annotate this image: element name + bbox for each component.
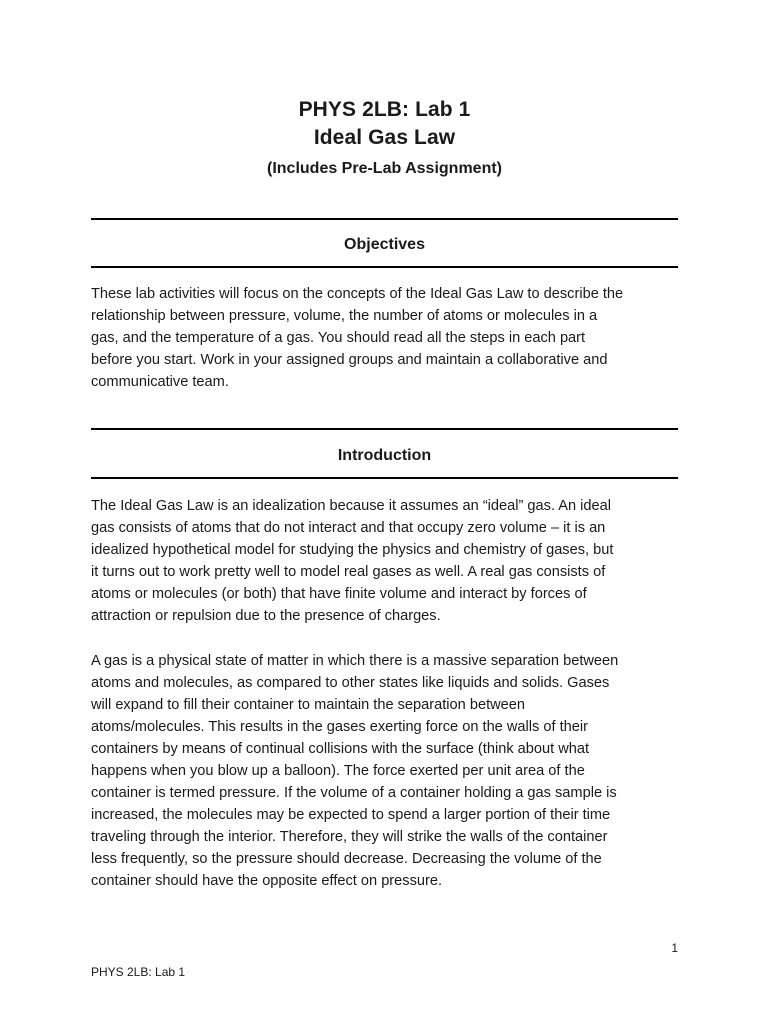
objectives-paragraph [91, 283, 681, 393]
objectives-line: communicative team. [91, 374, 229, 390]
intro-p2-line: atoms/molecules. This results in the gases exerting force on the walls of their [91, 719, 588, 735]
intro-p1-line: The Ideal Gas Law is an idealization because it assumes an “ideal” gas. An ideal [91, 498, 612, 514]
page-footer: PHYS 2LB: Lab 1 [91, 965, 186, 979]
document-subject: Ideal Gas Law [313, 126, 456, 149]
intro-p2-line: containers by means of continual collisions with the surface (think about what [91, 741, 590, 757]
introduction-bottom-rule [91, 477, 678, 479]
intro-p2-line: atoms and molecules, as compared to other states like liquids and solids. Gases [91, 675, 610, 691]
intro-p2-line: will expand to fill their container to maintain the separation between [91, 697, 526, 713]
intro-p1-line: atoms or molecules (or both) that have finite volume and interact by forces of [91, 586, 587, 602]
intro-p2-line: container should have the opposite effect on pressure. [91, 873, 443, 889]
objectives-bottom-rule [91, 266, 678, 268]
title-block [91, 96, 678, 180]
introduction-heading: Introduction [337, 447, 432, 464]
intro-p2-line: traveling through the interior. Therefore, they will strike the walls of the container [91, 829, 608, 845]
intro-p2-line: increased, the molecules may be expected to spend a larger portion of their time [91, 807, 611, 823]
document-title: PHYS 2LB: Lab 1 [298, 98, 471, 121]
introduction-paragraph-1 [91, 495, 681, 627]
introduction-paragraph-2 [91, 650, 681, 892]
objectives-heading: Objectives [344, 236, 425, 253]
intro-p2-line: less frequently, so the pressure should decrease. Decreasing the volume of the [91, 851, 602, 867]
intro-p1-line: attraction or repulsion due to the presence of charges. [91, 608, 441, 624]
intro-p1-line: gas consists of atoms that do not interact and that occupy zero volume – it is an [91, 520, 606, 536]
intro-p2-line: happens when you blow up a balloon). The force exerted per unit area of the [91, 763, 585, 779]
intro-p1-line: idealized hypothetical model for studying the physics and chemistry of gases, but [91, 542, 614, 558]
document-page [91, 0, 678, 1024]
introduction-top-rule [91, 428, 678, 430]
objectives-line: relationship between pressure, volume, the number of atoms or molecules in a [91, 308, 598, 324]
intro-p2-line: container is termed pressure. If the volume of a container holding a gas sample is [91, 785, 617, 801]
intro-p2-line: A gas is a physical state of matter in which there is a massive separation between [91, 653, 619, 669]
document-subtitle: (Includes Pre-Lab Assignment) [267, 160, 502, 177]
objectives-line: These lab activities will focus on the concepts of the Ideal Gas Law to describe the [91, 286, 624, 302]
objectives-top-rule [91, 218, 678, 220]
page-number: 1 [671, 941, 678, 955]
intro-p1-line: it turns out to work pretty well to model real gases as well. A real gas consists of [91, 564, 606, 580]
objectives-line: gas, and the temperature of a gas. You should read all the steps in each part [91, 330, 586, 346]
objectives-line: before you start. Work in your assigned groups and maintain a collaborative and [91, 352, 608, 368]
